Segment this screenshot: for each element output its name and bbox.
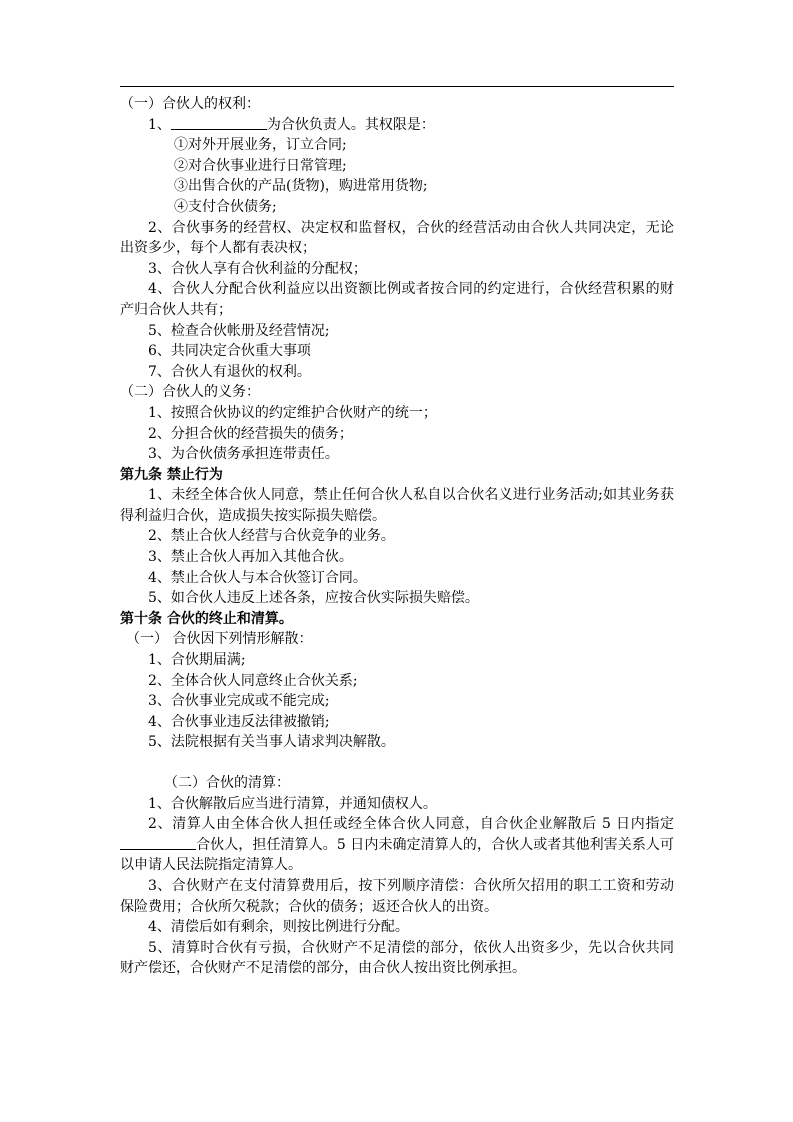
duty-2: 2、分担合伙的经营损失的债务； [148,425,353,442]
liquidation-item-5: 5、清算时合伙有亏损，合伙财产不足清偿的部分，依伙人出资多少，先以合伙共同财产偿还，合伙财产不足清偿的部分，由合伙人按出资比例承担。 [120,939,674,977]
right-5: 5、检查合伙帐册及经营情况; [148,322,330,339]
dissolution-item: 3、合伙事业完成或不能完成; [148,693,330,710]
dissolution-title: （一） 合伙因下列情形解散： [126,631,313,648]
liquidation-item-3: 3、合伙财产在支付清算费用后，按下列顺序清偿：合伙所欠招用的职工工资和劳动保险费用；合伙所欠税款；合伙的债务；返还合伙人的出资。 [120,877,674,915]
right-1-item: ④支付合伙债务; [174,198,277,215]
duty-3: 3、为合伙债务承担连带责任。 [148,446,339,463]
blank-field [171,115,267,130]
article-9-item-5: 5、如合伙人违反上述各条，应按合伙实际损失赔偿。 [148,590,479,607]
article-9-item-3: 3、禁止合伙人再加入其他合伙。 [148,549,353,566]
right-1-item: ①对外开展业务，订立合同; [174,137,347,154]
right-1-prefix: 1、 [148,116,171,133]
liquidation-title: （二）合伙的清算： [164,775,290,791]
right-3: 3、合伙人享有合伙利益的分配权； [148,260,367,277]
liquidation-item-4: 4、清偿后如有剩余，则按比例进行分配。 [148,919,409,936]
article-9-item-4: 4、禁止合伙人与本合伙签订合同。 [148,569,367,586]
article-10-title: 第十条 合伙的终止和清算。 [120,610,293,627]
document-page [120,86,674,979]
section-duties-title: （二）合伙人的义务： [120,384,260,401]
liquidation-item-2 [120,814,674,876]
dissolution-item: 5、法院根据有关当事人请求判决解散。 [148,734,395,751]
right-2: 2、合伙事务的经营权、决定权和监督权，合伙的经营活动由合伙人共同决定，无论出资多少，每个人都有表决权； [120,219,674,257]
liquidation-item-2-post: 合伙人，担任清算人。5 日内未确定清算人的，合伙人或者其他利害关系人可以申请人民法院指定清算人。 [120,836,674,874]
right-7: 7、合伙人有退伙的权利。 [148,363,311,380]
right-1 [120,115,674,136]
spacer [120,753,674,773]
article-9-item-2: 2、禁止合伙人经营与合伙竞争的业务。 [148,528,395,545]
liquidation-item-1: 1、合伙解散后应当进行清算，并通知债权人。 [148,795,437,812]
section-rights-title: （一）合伙人的权利： [120,96,260,112]
right-6: 6、共同决定合伙重大事项 [148,343,311,360]
right-1-suffix: 为合伙负责人。其权限是： [266,116,435,133]
article-9-item-1: 1、未经全体合伙人同意，禁止任何合伙人私自以合伙名义进行业务活动;如其业务获得利益归合伙，造成损失按实际损失赔偿。 [120,487,674,524]
right-4: 4、合伙人分配合伙利益应以出资额比例或者按合同的约定进行，合伙经营积累的财产归合伙人共有； [120,281,674,318]
right-1-item: ②对合伙事业进行日常管理; [174,157,347,174]
header-rule [120,86,674,87]
dissolution-item: 4、合伙事业违反法律被撤销; [148,713,330,730]
dissolution-item: 2、全体合伙人同意终止合伙关系; [148,672,358,689]
article-9-title: 第九条 禁止行为 [120,466,223,483]
liquidation-item-2-pre: 2、清算人由全体合伙人担任或经全体合伙人同意，自合伙企业解散后 5 日内指定 [148,816,674,833]
blank-field [120,835,196,850]
dissolution-item: 1、合伙期届满; [148,652,246,669]
right-1-item: ③出售合伙的产品(货物)，购进常用货物; [174,178,428,195]
duty-1: 1、按照合伙协议的约定维护合伙财产的统一； [148,404,437,421]
